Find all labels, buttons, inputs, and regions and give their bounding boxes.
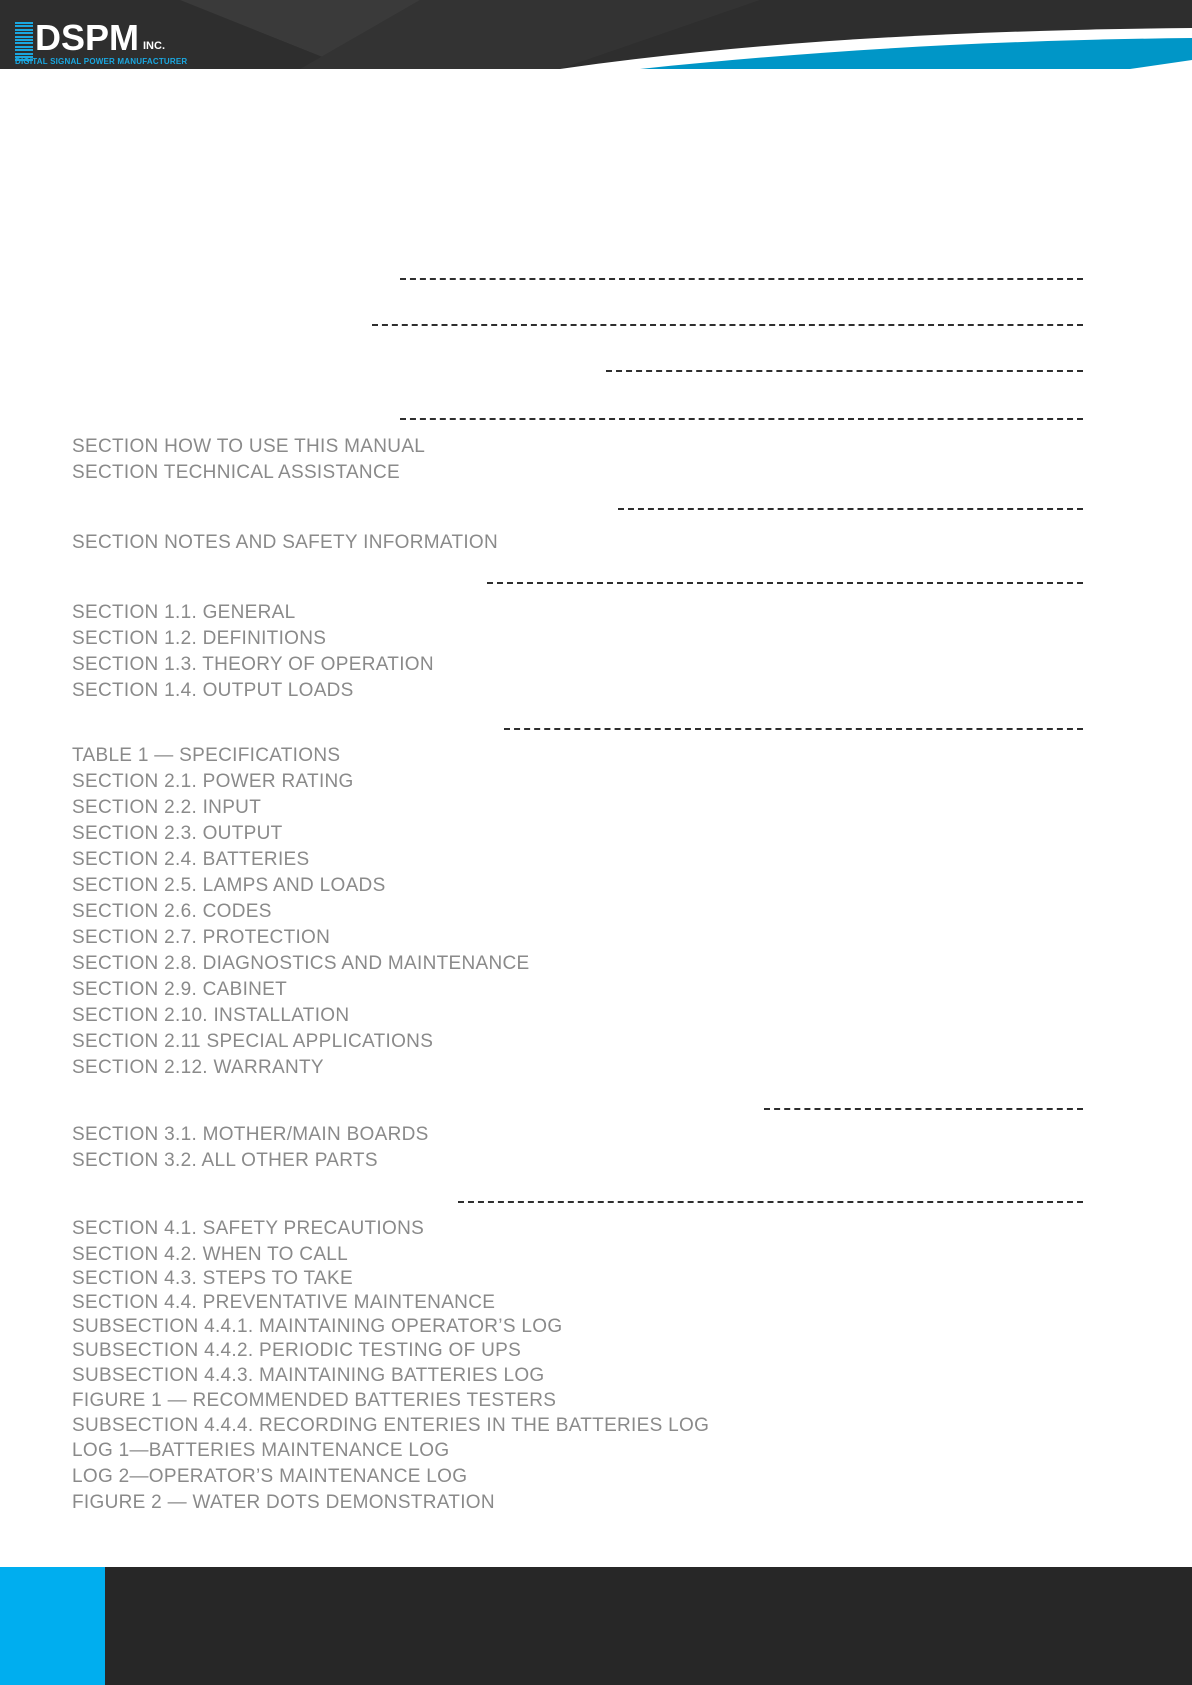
toc-entry[interactable]: SECTION TECHNICAL ASSISTANCE — [72, 462, 400, 483]
toc-entry[interactable]: SECTION 2.6. CODES — [72, 901, 272, 922]
leader-line — [458, 1201, 1083, 1203]
toc-entry[interactable]: SUBSECTION 4.4.4. RECORDING ENTERIES IN THE BATTERIES LOG — [72, 1415, 710, 1436]
toc-entry[interactable]: SECTION 4.2. WHEN TO CALL — [72, 1244, 349, 1265]
page-footer — [0, 1567, 1192, 1685]
toc-entry[interactable]: SECTION 2.8. DIAGNOSTICS AND MAINTENANCE — [72, 953, 530, 974]
toc-entry[interactable]: SECTION 2.10. INSTALLATION — [72, 1005, 350, 1026]
toc-entry[interactable]: TABLE 1 — SPECIFICATIONS — [72, 745, 341, 766]
toc-entry[interactable]: SECTION 2.7. PROTECTION — [72, 927, 331, 948]
toc-entry[interactable]: SECTION 1.3. THEORY OF OPERATION — [72, 654, 434, 675]
toc-entry[interactable]: SECTION NOTES AND SAFETY INFORMATION — [72, 532, 499, 553]
toc-entry[interactable]: SUBSECTION 4.4.1. MAINTAINING OPERATOR’S LOG — [72, 1316, 563, 1337]
leader-line — [606, 370, 1083, 372]
leader-line — [504, 728, 1083, 730]
footer-accent-block — [0, 1567, 105, 1685]
toc-entry[interactable]: SECTION 2.4. BATTERIES — [72, 849, 310, 870]
toc-entry[interactable]: SECTION 3.2. ALL OTHER PARTS — [72, 1150, 378, 1171]
toc-entry[interactable]: FIGURE 2 — WATER DOTS DEMONSTRATION — [72, 1492, 495, 1513]
toc-entry[interactable]: SECTION 1.4. OUTPUT LOADS — [72, 680, 354, 701]
toc-entry[interactable]: SECTION 2.2. INPUT — [72, 797, 262, 818]
toc-entry[interactable]: SECTION 4.4. PREVENTATIVE MAINTENANCE — [72, 1292, 496, 1313]
logo-text: DSPM — [35, 17, 140, 58]
toc-entry[interactable]: SECTION 2.5. LAMPS AND LOADS — [72, 875, 386, 896]
toc-entry[interactable]: SUBSECTION 4.4.3. MAINTAINING BATTERIES LOG — [72, 1365, 545, 1386]
leader-line — [400, 278, 1083, 280]
toc-entry[interactable]: SECTION 4.1. SAFETY PRECAUTIONS — [72, 1218, 425, 1239]
toc-entry[interactable]: SECTION 1.1. GENERAL — [72, 602, 296, 623]
toc-entry[interactable]: LOG 2—OPERATOR’S MAINTENANCE LOG — [72, 1466, 468, 1487]
toc-entry[interactable]: SECTION 2.3. OUTPUT — [72, 823, 283, 844]
leader-line — [764, 1108, 1083, 1110]
leader-line — [400, 418, 1083, 420]
logo-tagline: DIGITAL SIGNAL POWER MANUFACTURER — [15, 57, 188, 66]
leader-line — [372, 324, 1083, 326]
page-header — [0, 0, 1192, 69]
toc-entry[interactable]: SECTION 2.11 SPECIAL APPLICATIONS — [72, 1031, 434, 1052]
toc-entry[interactable]: SECTION 2.12. WARRANTY — [72, 1057, 324, 1078]
toc-entry[interactable]: SECTION 4.3. STEPS TO TAKE — [72, 1268, 353, 1289]
toc-entry[interactable]: SECTION 2.9. CABINET — [72, 979, 288, 1000]
toc-entry[interactable]: SECTION HOW TO USE THIS MANUAL — [72, 436, 426, 457]
leader-line — [618, 508, 1083, 510]
toc-entry[interactable]: FIGURE 1 — RECOMMENDED BATTERIES TESTERS — [72, 1390, 557, 1411]
dspm-logo — [15, 17, 188, 68]
toc-entry[interactable]: SECTION 2.1. POWER RATING — [72, 771, 354, 792]
toc-entry[interactable]: LOG 1—BATTERIES MAINTENANCE LOG — [72, 1440, 450, 1461]
leader-line — [487, 582, 1083, 584]
toc-entry[interactable]: SECTION 1.2. DEFINITIONS — [72, 628, 327, 649]
toc-entry[interactable]: SECTION 3.1. MOTHER/MAIN BOARDS — [72, 1124, 429, 1145]
logo-suffix: INC. — [143, 40, 165, 52]
toc-entry[interactable]: SUBSECTION 4.4.2. PERIODIC TESTING OF UPS — [72, 1340, 522, 1361]
